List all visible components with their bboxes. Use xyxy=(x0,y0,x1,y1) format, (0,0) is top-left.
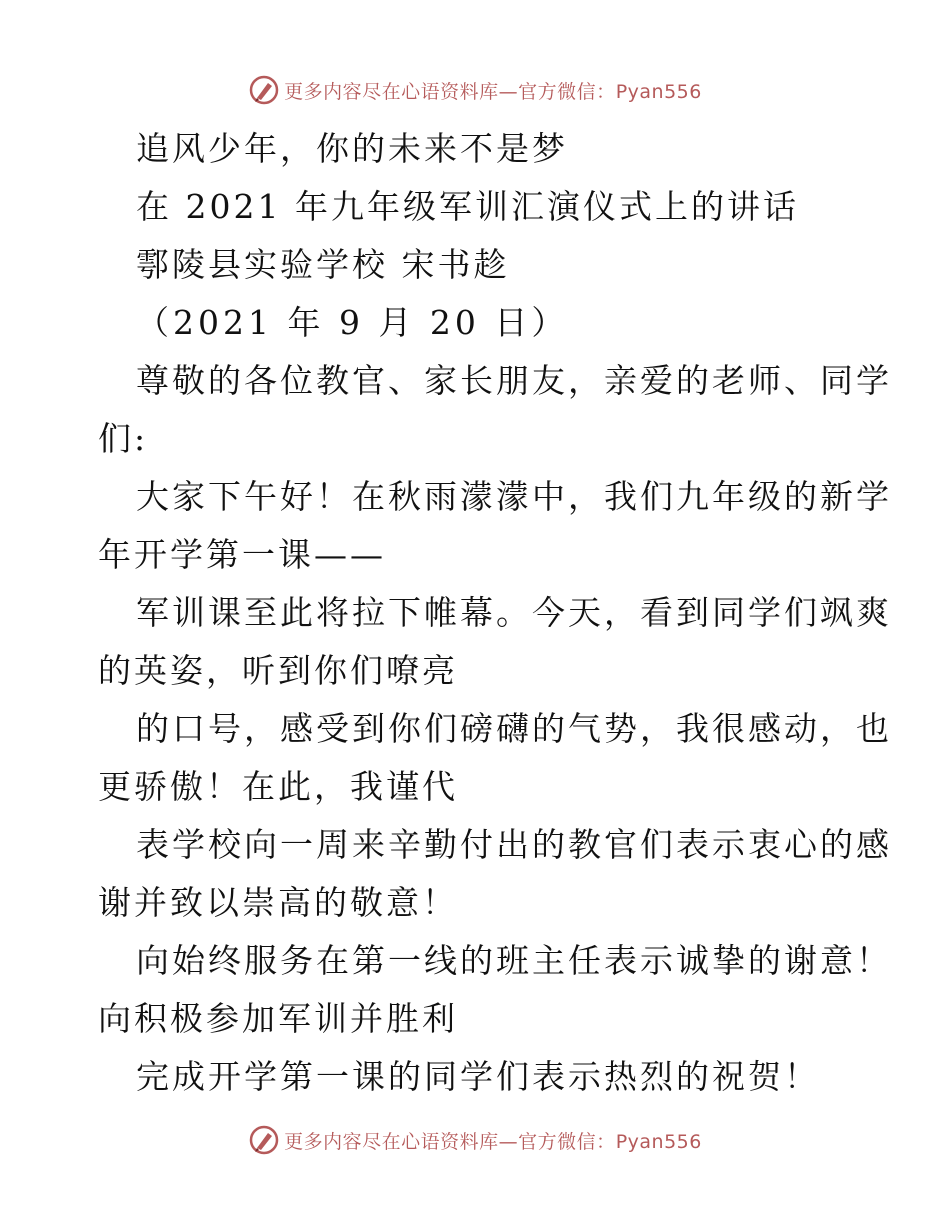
quill-pen-icon xyxy=(248,74,280,106)
footer-watermark xyxy=(0,1122,950,1158)
paragraph-line: 向积极参加军训并胜利 xyxy=(98,999,458,1038)
document-body xyxy=(98,120,892,1106)
speech-date: （2021 年 9 月 20 日） xyxy=(136,303,569,342)
paragraph-line: 向始终服务在第一线的班主任表示诚挚的谢意！ xyxy=(136,941,892,980)
paragraph-line: 谢并致以崇高的敬意！ xyxy=(98,883,458,922)
speech-title: 追风少年，你的未来不是梦 xyxy=(136,129,568,168)
quill-pen-icon xyxy=(248,1124,280,1156)
paragraph-line: 军训课至此将拉下帷幕。今天，看到同学们飒爽 xyxy=(136,593,892,632)
paragraph-line: 大家下午好！在秋雨濛濛中，我们九年级的新学 xyxy=(136,477,892,516)
watermark-text: 更多内容尽在心语资料库—官方微信：Pyan556 xyxy=(284,80,702,103)
speech-subtitle: 在 2021 年九年级军训汇演仪式上的讲话 xyxy=(136,187,799,226)
paragraph-line: 尊敬的各位教官、家长朋友，亲爱的老师、同学 xyxy=(136,361,892,400)
paragraph-line: 们: xyxy=(98,419,149,458)
paragraph-line: 表学校向一周来辛勤付出的教官们表示衷心的感 xyxy=(136,825,892,864)
watermark-text: 更多内容尽在心语资料库—官方微信：Pyan556 xyxy=(284,1130,702,1153)
paragraph-line: 的口号，感受到你们磅礴的气势，我很感动，也 xyxy=(136,709,892,748)
header-watermark xyxy=(0,72,950,108)
paragraph-line: 年开学第一课—— xyxy=(98,535,386,574)
paragraph-line: 更骄傲！在此，我谨代 xyxy=(98,767,458,806)
paragraph-line: 的英姿，听到你们嘹亮 xyxy=(98,651,458,690)
paragraph-line: 完成开学第一课的同学们表示热烈的祝贺！ xyxy=(136,1057,820,1096)
speaker-line: 鄠陵县实验学校 宋书趁 xyxy=(136,245,510,284)
